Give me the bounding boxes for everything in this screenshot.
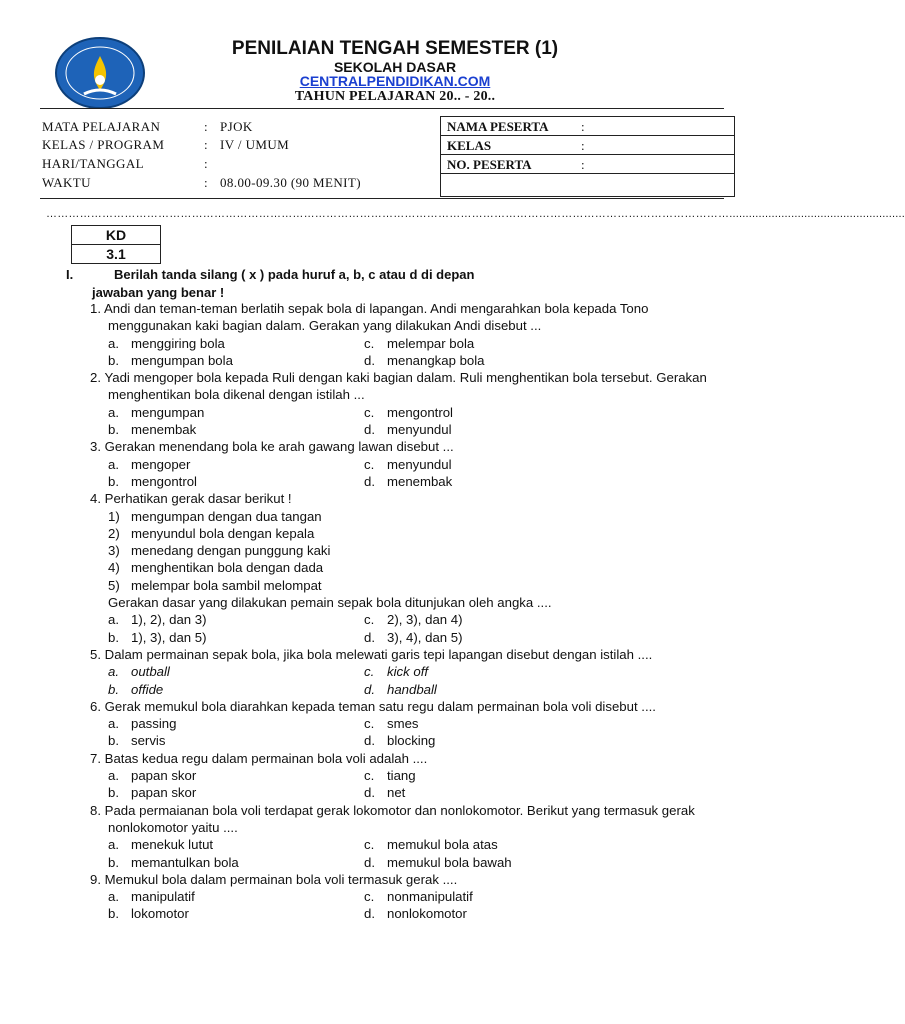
- option-c[interactable]: c. kick off: [364, 664, 429, 680]
- question-1: [90, 300, 730, 369]
- option-c[interactable]: c. tiang: [364, 768, 416, 784]
- question-stem: 3. Gerakan menendang bola ke arah gawang lawan disebut ...: [90, 439, 454, 455]
- question-7: [90, 750, 730, 802]
- option-d[interactable]: d. menembak: [364, 473, 453, 489]
- option-d[interactable]: d. nonlokomotor: [364, 906, 467, 922]
- question-follow-up: Gerakan dasar yang dilakukan pemain sepak bola ditunjukan oleh angka ....: [108, 595, 552, 611]
- option-b[interactable]: b. 1), 3), dan 5): [108, 629, 207, 645]
- list-item: 2) menyundul bola dengan kepala: [108, 525, 315, 541]
- kd-box: [71, 225, 161, 264]
- list-item: 4) menghentikan bola dengan dada: [108, 560, 324, 576]
- section-number: I.: [66, 267, 74, 282]
- list-item: 5) melempar bola sambil melompat: [108, 577, 322, 593]
- header-divider: [40, 108, 724, 109]
- option-c[interactable]: c. nonmanipulatif: [364, 889, 473, 905]
- option-a[interactable]: a. menggiring bola: [108, 335, 225, 351]
- question-stem: 1. Andi dan teman-teman berlatih sepak bola di lapangan. Andi mengarahkan bola kepada Tono menggunakan kaki bagian dalam. Gerakan yang dilakukan Andi disebut ...: [90, 301, 649, 334]
- option-b[interactable]: b. lokomotor: [108, 906, 189, 922]
- option-c[interactable]: c. memukul bola atas: [364, 837, 498, 853]
- section-instruction-cont: jawaban yang benar !: [92, 285, 225, 300]
- option-d[interactable]: d. blocking: [364, 733, 436, 749]
- option-d[interactable]: d. menyundul: [364, 422, 452, 438]
- option-c[interactable]: c. smes: [364, 716, 419, 732]
- option-a[interactable]: a. mengumpan: [108, 404, 205, 420]
- option-c[interactable]: c. menyundul: [364, 456, 452, 472]
- option-b[interactable]: b. offide: [108, 681, 164, 697]
- option-b[interactable]: b. mengontrol: [108, 473, 197, 489]
- participant-class-field[interactable]: KELAS :: [441, 136, 734, 155]
- participant-number-field[interactable]: NO. PESERTA :: [441, 155, 734, 174]
- school-level: SEKOLAH DASAR: [333, 59, 457, 75]
- question-stem: 4. Perhatikan gerak dasar berikut !: [90, 491, 292, 507]
- option-a[interactable]: a. manipulatif: [108, 889, 195, 905]
- option-b[interactable]: b. mengumpan bola: [108, 352, 233, 368]
- option-a[interactable]: a. menekuk lutut: [108, 837, 214, 853]
- question-stem: 8. Pada permaianan bola voli terdapat gerak lokomotor dan nonlokomotor. Berikut yang termasuk gerak nonlokomotor yaitu ....: [90, 802, 695, 835]
- kd-value: 3.1: [106, 246, 126, 262]
- option-c[interactable]: c. 2), 3), dan 4): [364, 612, 463, 628]
- page-title: PENILAIAN TENGAH SEMESTER (1): [231, 38, 559, 59]
- question-4: [90, 490, 730, 646]
- question-6: [90, 698, 730, 750]
- numbered-list: [90, 508, 730, 594]
- option-d[interactable]: d. menangkap bola: [364, 352, 485, 368]
- list-item: 3) menedang dengan punggung kaki: [108, 543, 331, 559]
- option-a[interactable]: a. mengoper: [108, 456, 191, 472]
- question-stem: 5. Dalam permainan sepak bola, jika bola melewati garis tepi lapangan disebut dengan istilah ....: [90, 646, 653, 662]
- dotted-line: …………………………………………………………………………………………………………………………………………………………………......................................................: [46, 208, 905, 220]
- info-divider: [40, 198, 724, 199]
- question-stem: 9. Memukul bola dalam permainan bola voli termasuk gerak ....: [90, 871, 458, 887]
- option-b[interactable]: b. menembak: [108, 422, 197, 438]
- participant-table: [440, 116, 735, 197]
- question-2: [90, 369, 730, 438]
- option-d[interactable]: d. 3), 4), dan 5): [364, 629, 463, 645]
- question-stem: 7. Batas kedua regu dalam permainan bola voli adalah ....: [90, 750, 428, 766]
- question-list: [90, 300, 730, 923]
- option-a[interactable]: a. passing: [108, 716, 177, 732]
- option-d[interactable]: d. handball: [364, 681, 437, 697]
- academic-year: TAHUN PELAJARAN 20.. - 20..: [294, 89, 496, 104]
- question-stem: 6. Gerak memukul bola diarahkan kepada teman satu regu dalam permainan bola voli disebut ....: [90, 698, 656, 714]
- participant-blank-field[interactable]: [441, 174, 734, 196]
- option-c[interactable]: c. mengontrol: [364, 404, 453, 420]
- question-8: [90, 802, 730, 871]
- question-9: [90, 871, 730, 923]
- option-b[interactable]: b. memantulkan bola: [108, 854, 239, 870]
- list-item: 1) mengumpan dengan dua tangan: [108, 508, 322, 524]
- participant-name-field[interactable]: NAMA PESERTA :: [441, 117, 734, 136]
- option-b[interactable]: b. papan skor: [108, 785, 197, 801]
- option-a[interactable]: a. 1), 2), dan 3): [108, 612, 207, 628]
- question-stem: 2. Yadi mengoper bola kepada Ruli dengan kaki bagian dalam. Ruli menghentikan bola tersebut. Gerakan menghentikan bola dikenal dengan istilah ...: [90, 370, 707, 403]
- option-a[interactable]: a. outball: [108, 664, 170, 680]
- website-link[interactable]: CENTRALPENDIDIKAN.COM: [299, 73, 491, 89]
- question-5: [90, 646, 730, 698]
- option-a[interactable]: a. papan skor: [108, 768, 197, 784]
- section-instruction: Berilah tanda silang ( x ) pada huruf a, b, c atau d di depan: [114, 267, 475, 282]
- option-b[interactable]: b. servis: [108, 733, 166, 749]
- option-d[interactable]: d. memukul bola bawah: [364, 854, 512, 870]
- option-d[interactable]: d. net: [364, 785, 406, 801]
- option-c[interactable]: c. melempar bola: [364, 335, 475, 351]
- school-logo: [54, 36, 146, 110]
- kd-header: KD: [72, 226, 160, 245]
- question-3: [90, 438, 730, 490]
